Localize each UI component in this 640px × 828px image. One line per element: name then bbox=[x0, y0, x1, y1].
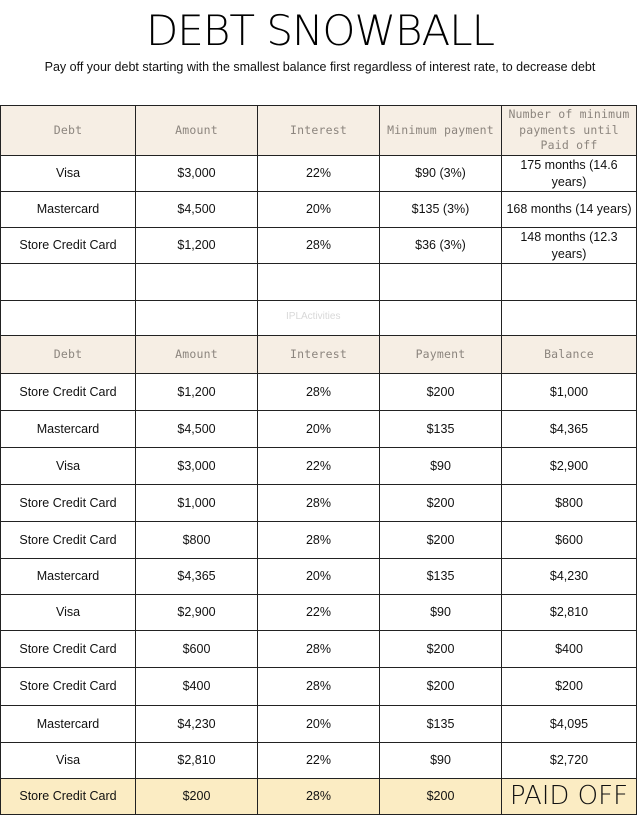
table2-header-row bbox=[1, 336, 637, 374]
debt-cell: Store Credit Card bbox=[1, 485, 136, 522]
debt-cell: Store Credit Card bbox=[1, 522, 136, 559]
min-payment-cell: $135 (3%) bbox=[380, 192, 502, 228]
debt-cell: Store Credit Card bbox=[1, 374, 136, 411]
amount-cell: $3,000 bbox=[136, 156, 258, 192]
debt-cell: Visa bbox=[1, 743, 136, 779]
interest-cell: 22% bbox=[258, 595, 380, 631]
amount-cell: $2,900 bbox=[136, 595, 258, 631]
amount-cell: $800 bbox=[136, 522, 258, 559]
interest-cell: 28% bbox=[258, 631, 380, 668]
table1-header-minimum-payment: Minimum payment bbox=[380, 106, 502, 156]
table-row bbox=[1, 706, 637, 743]
balance-cell: $200 bbox=[502, 668, 637, 706]
table1-header-amount: Amount bbox=[136, 106, 258, 156]
balance-cell: $400 bbox=[502, 631, 637, 668]
table-row bbox=[1, 156, 637, 192]
table2-header-interest: Interest bbox=[258, 336, 380, 374]
page-title: DEBT SNOWBALL bbox=[145, 6, 495, 55]
payment-cell: $135 bbox=[380, 706, 502, 743]
payment-cell: $90 bbox=[380, 595, 502, 631]
table-row bbox=[1, 559, 637, 595]
debt-cell: Visa bbox=[1, 595, 136, 631]
balance-cell: $1,000 bbox=[502, 374, 637, 411]
table-row bbox=[1, 668, 637, 706]
table1-header-interest: Interest bbox=[258, 106, 380, 156]
debt-cell: Mastercard bbox=[1, 411, 136, 448]
interest-cell: 28% bbox=[258, 228, 380, 264]
amount-cell: $4,365 bbox=[136, 559, 258, 595]
empty-row bbox=[1, 264, 637, 301]
amount-cell: $1,000 bbox=[136, 485, 258, 522]
interest-cell: 20% bbox=[258, 411, 380, 448]
table2-header-amount: Amount bbox=[136, 336, 258, 374]
min-payment-cell: $36 (3%) bbox=[380, 228, 502, 264]
amount-cell: $3,000 bbox=[136, 448, 258, 485]
amount-cell: $1,200 bbox=[136, 374, 258, 411]
debt-cell: Mastercard bbox=[1, 706, 136, 743]
interest-cell: 22% bbox=[258, 448, 380, 485]
balance-cell: $2,810 bbox=[502, 595, 637, 631]
payment-cell: $90 bbox=[380, 448, 502, 485]
interest-cell: 28% bbox=[258, 374, 380, 411]
debt-cell: Store Credit Card bbox=[1, 668, 136, 706]
watermark: IPLActivities bbox=[286, 311, 341, 322]
payment-cell: $200 bbox=[380, 522, 502, 559]
months-cell: 175 months (14.6 years) bbox=[502, 156, 637, 192]
amount-cell: $400 bbox=[136, 668, 258, 706]
debt-cell: Visa bbox=[1, 156, 136, 192]
balance-cell: $2,900 bbox=[502, 448, 637, 485]
amount-cell: $4,500 bbox=[136, 192, 258, 228]
table1-header-debt: Debt bbox=[1, 106, 136, 156]
interest-cell: 20% bbox=[258, 192, 380, 228]
payment-cell: $200 bbox=[380, 668, 502, 706]
table-row bbox=[1, 228, 637, 264]
months-cell: 168 months (14 years) bbox=[502, 192, 637, 228]
table-row bbox=[1, 411, 637, 448]
interest-cell: 28% bbox=[258, 522, 380, 559]
interest-cell: 22% bbox=[258, 743, 380, 779]
table-row bbox=[1, 192, 637, 228]
table2-header-debt: Debt bbox=[1, 336, 136, 374]
interest-cell: 20% bbox=[258, 706, 380, 743]
payment-cell: $90 bbox=[380, 743, 502, 779]
table-row bbox=[1, 448, 637, 485]
table2-header-payment: Payment bbox=[380, 336, 502, 374]
snowball-payment-table bbox=[0, 335, 637, 815]
amount-cell: $600 bbox=[136, 631, 258, 668]
balance-cell: $600 bbox=[502, 522, 637, 559]
paid-off-row bbox=[1, 779, 637, 815]
page-subtitle: Pay off your debt starting with the smallest balance first regardless of interest rate, to decrease debt bbox=[44, 60, 596, 74]
balance-cell: $2,720 bbox=[502, 743, 637, 779]
interest-cell: 20% bbox=[258, 559, 380, 595]
table1-header-row bbox=[1, 106, 637, 156]
minimum-payment-table bbox=[0, 105, 637, 337]
debt-cell: Mastercard bbox=[1, 192, 136, 228]
amount-cell: $2,810 bbox=[136, 743, 258, 779]
payment-cell: $200 bbox=[380, 374, 502, 411]
interest-cell: 28% bbox=[258, 668, 380, 706]
balance-cell: $800 bbox=[502, 485, 637, 522]
debt-cell: Store Credit Card bbox=[1, 779, 136, 815]
amount-cell: $4,500 bbox=[136, 411, 258, 448]
debt-cell: Store Credit Card bbox=[1, 228, 136, 264]
months-cell: 148 months (12.3 years) bbox=[502, 228, 637, 264]
balance-cell: $4,365 bbox=[502, 411, 637, 448]
amount-cell: $200 bbox=[136, 779, 258, 815]
payment-cell: $200 bbox=[380, 631, 502, 668]
table-row bbox=[1, 522, 637, 559]
payment-cell: $200 bbox=[380, 485, 502, 522]
debt-cell: Visa bbox=[1, 448, 136, 485]
table1-header-months: Number of minimum payments until Paid off bbox=[502, 106, 637, 156]
table-row bbox=[1, 374, 637, 411]
table2-header-balance: Balance bbox=[502, 336, 637, 374]
interest-cell: 28% bbox=[258, 485, 380, 522]
payment-cell: $135 bbox=[380, 559, 502, 595]
table-row bbox=[1, 595, 637, 631]
balance-cell: $4,095 bbox=[502, 706, 637, 743]
amount-cell: $4,230 bbox=[136, 706, 258, 743]
balance-cell: $4,230 bbox=[502, 559, 637, 595]
amount-cell: $1,200 bbox=[136, 228, 258, 264]
debt-cell: Mastercard bbox=[1, 559, 136, 595]
min-payment-cell: $90 (3%) bbox=[380, 156, 502, 192]
payment-cell: $200 bbox=[380, 779, 502, 815]
debt-cell: Store Credit Card bbox=[1, 631, 136, 668]
interest-cell: 28% bbox=[258, 779, 380, 815]
table-row bbox=[1, 631, 637, 668]
payment-cell: $135 bbox=[380, 411, 502, 448]
paid-off-label: PAID OFF bbox=[502, 779, 637, 815]
interest-cell: 22% bbox=[258, 156, 380, 192]
table-row bbox=[1, 485, 637, 522]
table-row bbox=[1, 743, 637, 779]
